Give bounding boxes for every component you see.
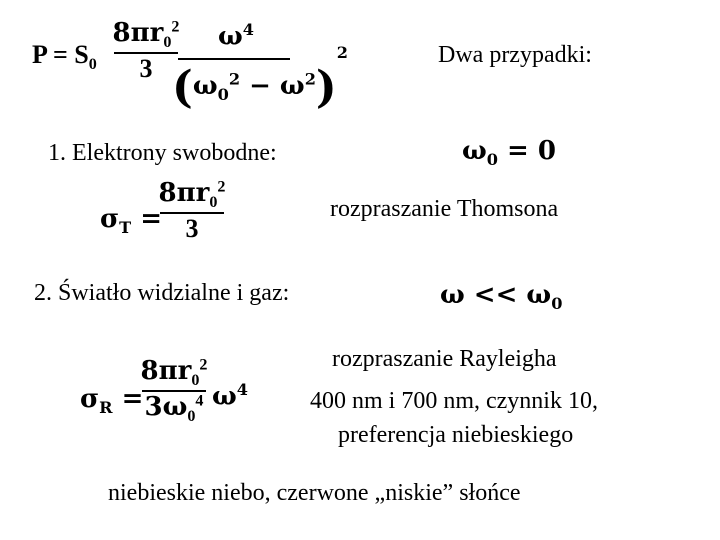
conclusion: niebieskie niebo, czerwone „niskie” słońce xyxy=(108,480,521,506)
heading-two-cases: Dwa przypadki: xyxy=(438,42,592,68)
rayleigh-fraction: $\frac{8\pi r_0^2}{3\omega_0^4}$ xyxy=(140,356,208,426)
thomson-sigma: $\sigma_T$ = xyxy=(100,204,163,238)
thomson-name: rozpraszanie Thomsona xyxy=(330,196,559,222)
rayleigh-sigma: $\sigma_R$ = xyxy=(80,384,144,418)
formula-fraction-1: $\frac{8\pi r_0^2}{3}$ xyxy=(112,18,180,84)
thomson-fraction: $\frac{8\pi r_0^2}{3}$ xyxy=(158,178,226,244)
rayleigh-omega: $\omega^4$ xyxy=(212,380,248,412)
rayleigh-name: rozpraszanie Rayleigha xyxy=(332,346,557,372)
formula-denominator: $(\omega_0^2 - \omega^2)^2$ xyxy=(172,43,348,113)
formula-numerator-omega: $\omega^4$ xyxy=(218,20,254,52)
formula-lhs: $P = S_0$ xyxy=(32,40,97,74)
rayleigh-note-preference: preferencja niebieskiego xyxy=(338,422,574,448)
case2-label: 2. Światło widzialne i gaz: xyxy=(34,280,290,306)
case1-label: 1. Elektrony swobodne: xyxy=(48,140,277,166)
case1-condition: $\omega_0 = 0$ xyxy=(462,136,556,170)
rayleigh-note-wavelengths: 400 nm i 700 nm, czynnik 10, xyxy=(310,388,598,414)
case2-condition: $\omega << \omega_0$ xyxy=(440,280,563,314)
formula-fraction-bar xyxy=(178,58,290,60)
